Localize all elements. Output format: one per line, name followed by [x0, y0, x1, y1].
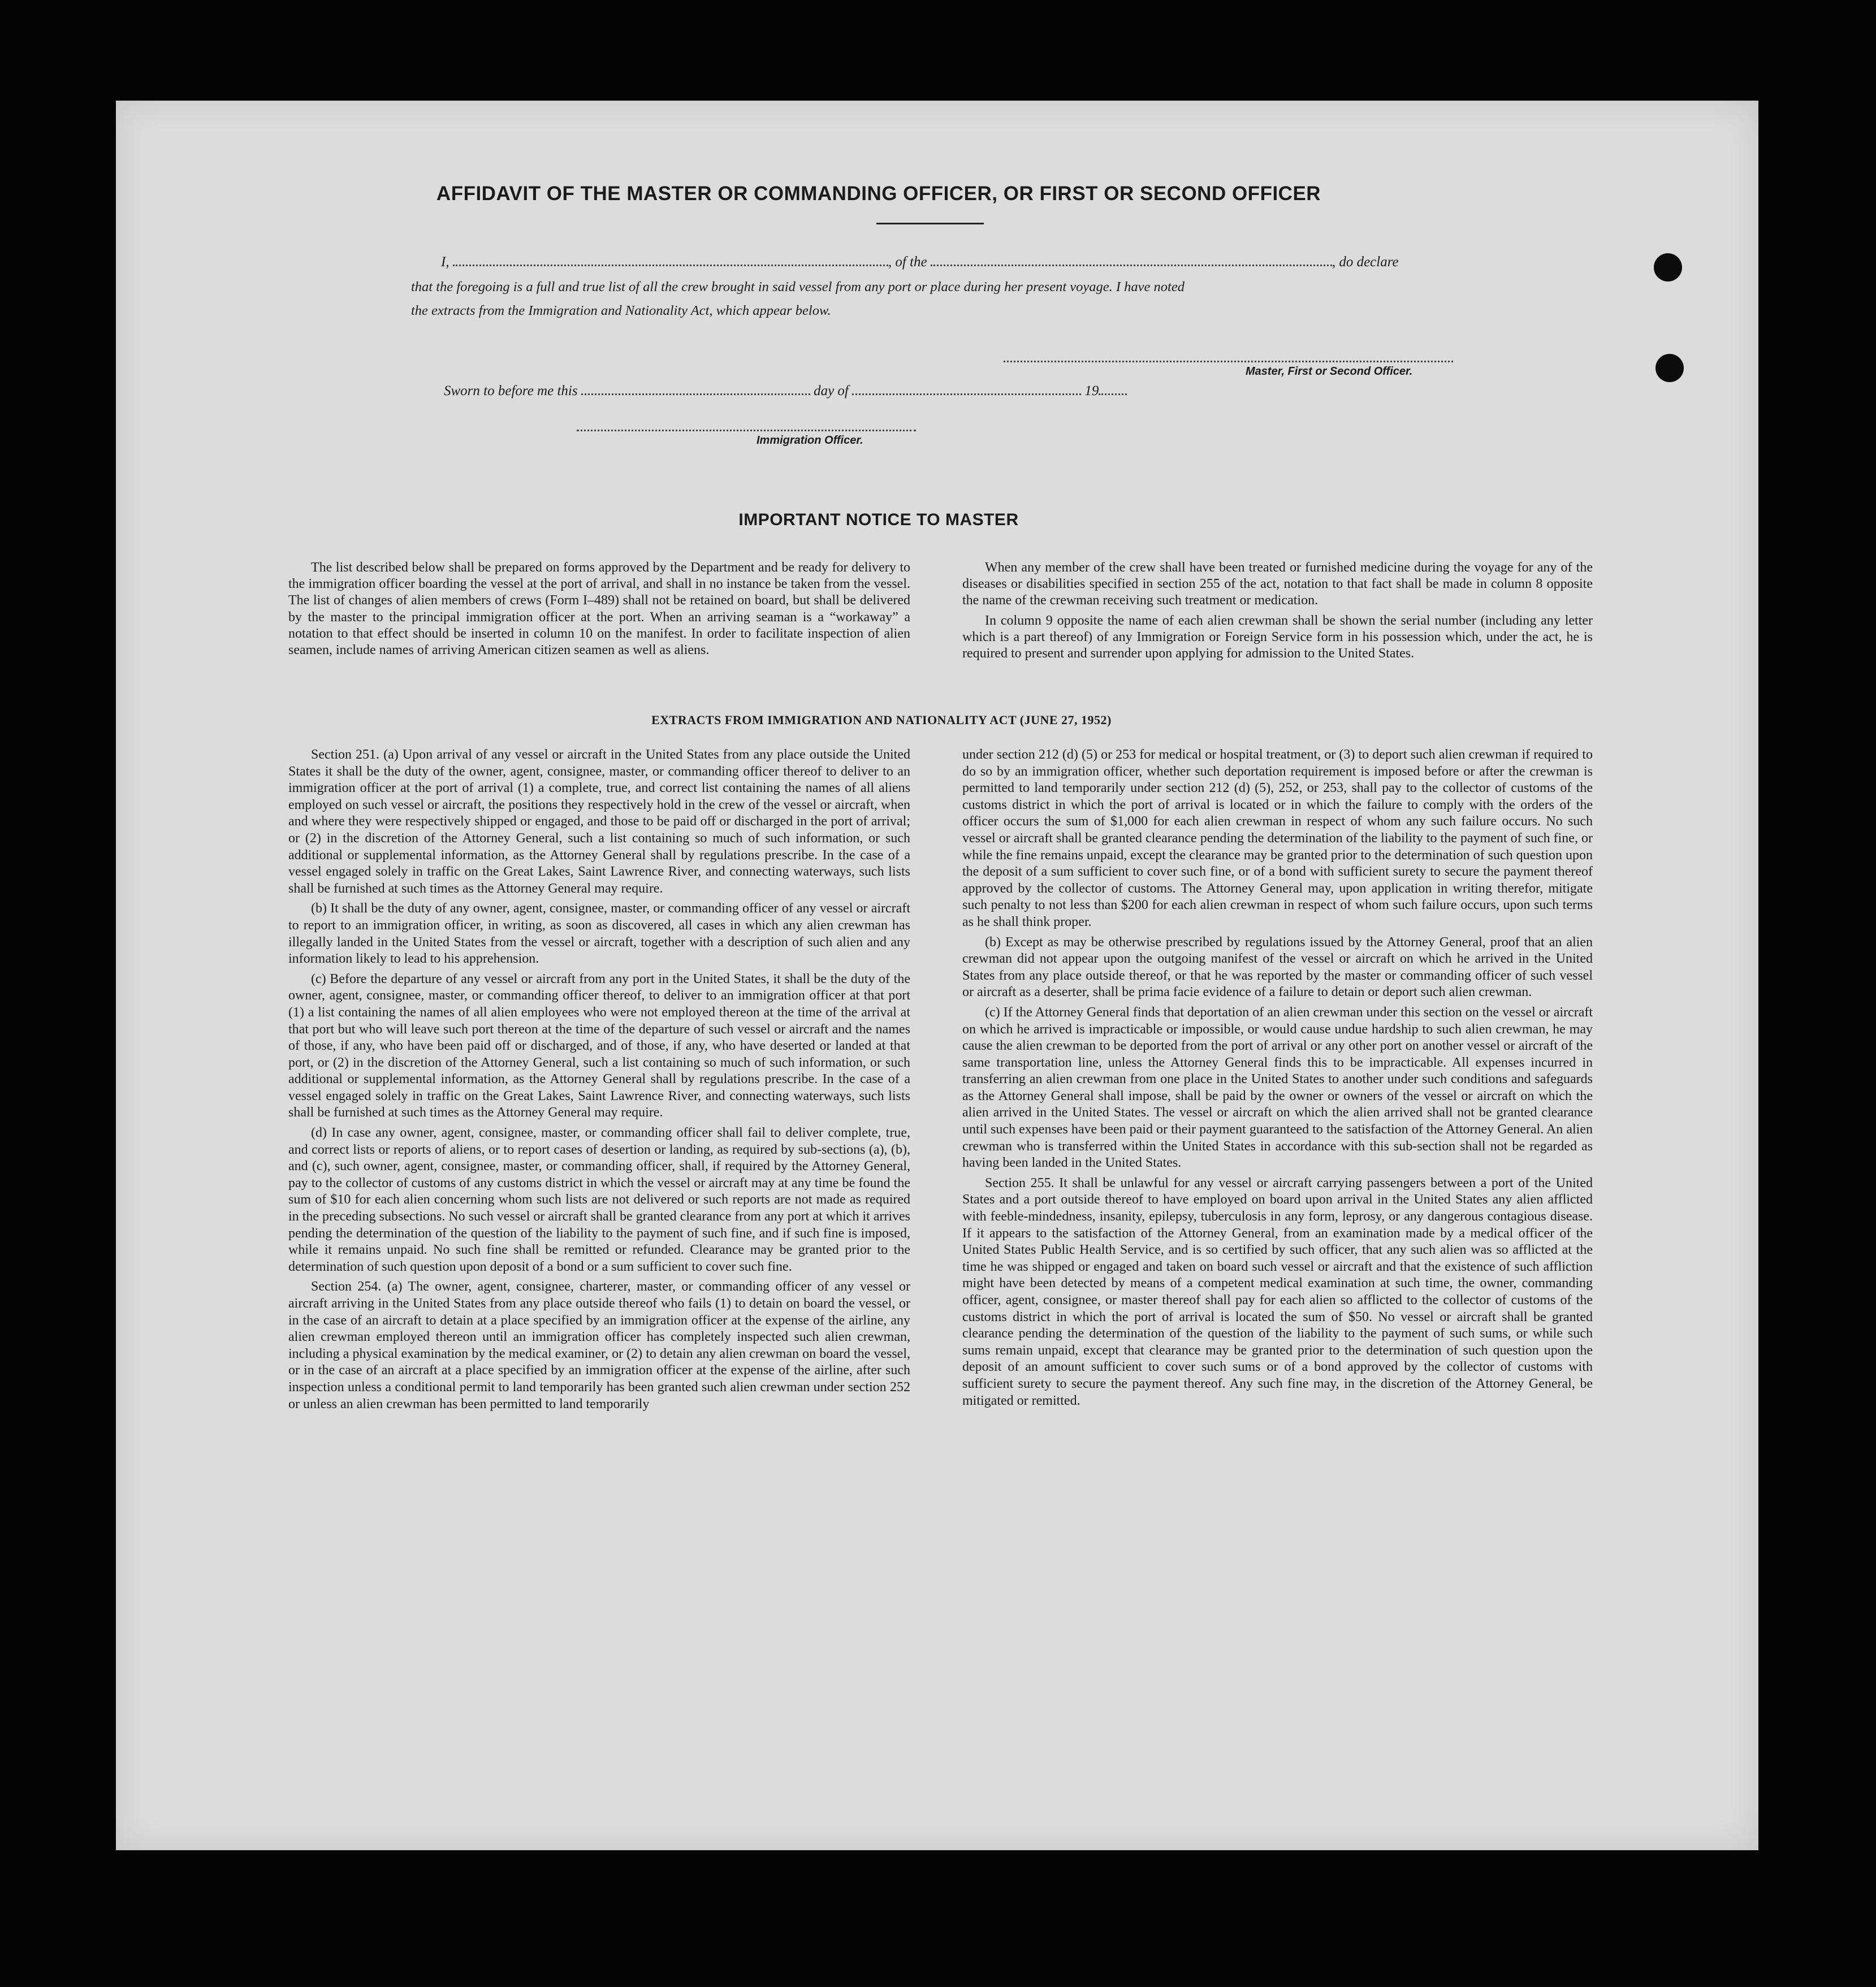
- extract-right-paragraph: (b) Except as may be otherwise prescribed by regulations issued by the Attorney General, proof that an alien crewman did not appear upon the outgoing manifest of the vessel or aircraft on which he arrived in the United States from any place outside thereof, or that he was reported by the master or commanding officer of such vessel or aircraft as a deserter, shall be prima facie evidence of a failure to detain or deport such alien crewman.: [962, 934, 1593, 1000]
- affidavit-line-2: that the foregoing is a full and true list of all the crew brought in said vessel from any port or place during her present voyage. I have noted: [411, 279, 1185, 295]
- year-blank[interactable]: [1099, 393, 1127, 395]
- sworn-label: Sworn to before me this: [444, 383, 578, 399]
- vessel-blank[interactable]: [931, 264, 1332, 266]
- of-the-label: , of the: [888, 254, 927, 270]
- affidavit-line-3: the extracts from the Immigration and Nationality Act, which appear below.: [411, 303, 831, 318]
- notice-title: IMPORTANT NOTICE TO MASTER: [738, 510, 1019, 529]
- immigration-officer-caption: Immigration Officer.: [757, 434, 863, 447]
- sworn-line: [444, 383, 1127, 399]
- master-signature-line[interactable]: [1004, 361, 1453, 362]
- extract-right-paragraph: (c) If the Attorney General finds that deportation of an alien crewman under this section on the vessel or aircraft on which he arrived is impracticable or impossible, or would cause undue hardship to such alien crewman, he may cause the alien crewman to be deported from the port of arrival or any other port on another vessel or aircraft of the same transportation line, unless the Attorney General finds this to be impracticable. All expenses incurred in transferring an alien crewman from one place in the United States to another under such conditions and safeguards as the Attorney General shall impose, shall be paid by the owner or owners of the vessel or aircraft on which the alien arrived in the United States. The vessel or aircraft on which the alien arrived shall not be granted clearance until such expenses have been paid or their payment guaranteed to the satisfaction of the Attorney General. An alien crewman who is transferred within the United States in accordance with this sub-section shall not be regarded as having been landed in the United States.: [962, 1005, 1593, 1171]
- extract-right-paragraph: under section 212 (d) (5) or 253 for medical or hospital treatment, or (3) to deport such alien crewman if required to do so by an immigration officer, whether such deportation requirement is imposed before or after the crewman is permitted to land temporarily under section 212 (d) (5), 252, or 253, shall pay to the collector of customs of the customs district in which the port of arrival is located or in which the failure to comply with the orders of the officer occurs the sum of $1,000 for each alien crewman in respect of whom any such failure occurs. No such vessel or aircraft shall be granted clearance pending the determination of the liability to the payment of such fine, or while the fine remains unpaid, except the clearance may be granted prior to the determination of such question upon the deposit of a sum sufficient to cover such fine, or of a bond with sufficient surety to secure the payment thereof approved by the collector of customs. The Attorney General may, upon application in writing therefor, mitigate such penalty to not less than $200 for each alien crewman in respect of whom such failure occurs, upon such terms as he shall think proper.: [962, 747, 1593, 929]
- extracts-title: EXTRACTS FROM IMMIGRATION AND NATIONALITY ACT (JUNE 27, 1952): [651, 713, 1112, 727]
- title-divider: [876, 223, 984, 224]
- affidavit-line-1: [441, 254, 1399, 270]
- extract-left-paragraph: (b) It shall be the duty of any owner, agent, consignee, master, or commanding officer of any vessel or aircraft to report to an immigration officer, in writing, as soon as discovered, all cases in which any alien crewman has illegally landed in the United States from the vessel or aircraft, together with a description of such alien and any information likely to lead to his apprehension.: [288, 901, 910, 967]
- extracts-left-column: [288, 747, 910, 1416]
- affidavit-title: AFFIDAVIT OF THE MASTER OR COMMANDING OFFICER, OR FIRST OR SECOND OFFICER: [436, 183, 1321, 205]
- sworn-day-blank[interactable]: [581, 393, 810, 395]
- extract-left-paragraph: (c) Before the departure of any vessel or aircraft from any port in the United States, it shall be the duty of the owner, agent, consignee, master, or commanding officer thereof, to deliver to an immigration officer at that port (1) a list containing the names of all alien employees who were not employed thereon at the time of the arrival at that port but who will leave such port thereon at the time of the departure of such vessel or aircraft and the names of those, if any, who have been paid off or discharged, and of those, if any, who have deserted or landed at that port, or (2) in the discretion of the Attorney General, such a list containing so much of such information, or such additional or supplemental information, as the Attorney General shall by regulations prescribe. In the case of a vessel engaged solely in traffic on the Great Lakes, Saint Lawrence River, and connecting waterways, such lists shall be furnished at such times as the Attorney General may require.: [288, 971, 910, 1120]
- punch-hole: [1655, 354, 1684, 382]
- notice-left-column: [288, 560, 910, 662]
- day-of-label: day of: [814, 383, 849, 399]
- year-label: 19: [1084, 383, 1099, 399]
- punch-hole: [1654, 253, 1682, 282]
- document-page: [116, 101, 1758, 1850]
- name-blank[interactable]: [453, 264, 888, 266]
- extract-right-paragraph: Section 255. It shall be unlawful for any vessel or aircraft carrying passengers between a port of the United States and a port outside thereof to have employed on board upon arrival in the United States any alien afflicted with feeble-mindedness, insanity, epilepsy, tuberculosis in any form, leprosy, or any dangerous contagious disease. If it appears to the satisfaction of the Attorney General, from an examination made by a medical officer of the United States Public Health Service, and is so certified by such officer, that any such alien was so afflicted at the time he was shipped or engaged and taken on board such vessel or aircraft and that the existence of such affliction might have been detected by means of a competent medical examination at such time, the owner, commanding officer, agent, consignee, or master thereof shall pay for each alien so afflicted to the collector of customs of the customs district in which the port of arrival is located the sum of $50. No vessel or aircraft shall be granted clearance pending the determination of the question of the liability to the payment of such sums, or while such sums remain unpaid, except that clearance may be granted prior to the determination of such question upon the deposit of an amount sufficient to cover such sums or of a bond approved by the collector of customs with sufficient surety to secure the payment thereof. Any such fine may, in the discretion of the Attorney General, be mitigated or remitted.: [962, 1175, 1593, 1408]
- extract-left-paragraph: Section 254. (a) The owner, agent, consignee, charterer, master, or commanding officer of any vessel or aircraft arriving in the United States from any place outside thereof who fails (1) to detain on board the vessel, or in the case of an aircraft to detain at a place specified by an immigration officer at the expense of the airline, any alien crewman employed thereon until an immigration officer has completely inspected such alien crewman, including a physical examination by the medical examiner, or (2) to detain any alien crewman on board the vessel, or in the case of an aircraft at a place specified by an immigration officer at the expense of the airline, after such inspection unless a conditional permit to land temporarily has been granted such alien crewman under section 252 or unless an alien crewman has been permitted to land temporarily: [288, 1279, 910, 1412]
- sworn-month-blank[interactable]: [852, 393, 1081, 395]
- notice-right-paragraph-1: When any member of the crew shall have been treated or furnished medicine during the voyage for any of the diseases or disabilities specified in section 255 of the act, notation to that fact shall be made in column 8 opposite the name of the crewman receiving such treatment or medication.: [962, 560, 1593, 608]
- extract-left-paragraph: (d) In case any owner, agent, consignee, master, or commanding officer shall fail to deliver complete, true, and correct lists or reports of aliens, or to report cases of desertion or landing, as required by sub-sections (a), (b), and (c), such owner, agent, consignee, master, or commanding officer, shall, if required by the Attorney General, pay to the collector of customs of any customs district in which the vessel or aircraft may at any time be found the sum of $10 for each alien concerning whom such lists are not delivered or such reports are not made as required in the preceding subsections. No such vessel or aircraft shall be granted clearance from any port at which it arrives pending the determination of the question of the liability to the payment of such fine, and if such fine is imposed, while it remains unpaid. No such fine shall be remitted or refunded. Clearance may be granted prior to the determination of such question upon deposit of a bond or a sum sufficient to cover such fine.: [288, 1125, 910, 1274]
- do-declare-label: , do declare: [1332, 254, 1399, 270]
- affidavit-i-label: I,: [441, 254, 449, 270]
- notice-left-paragraph: The list described below shall be prepared on forms approved by the Department and be ready for delivery to the immigration officer boarding the vessel at the port of arrival, and shall in no instance be taken from the vessel. The list of changes of alien members of crews (Form I–489) shall not be retained on board, but shall be delivered by the master to the principal immigration officer at the port. When an arriving seaman is a “workaway” a notation to that effect should be inserted in column 10 on the manifest. In order to facilitate inspection of alien seamen, include names of arriving American citizen seamen as well as aliens.: [288, 560, 910, 658]
- notice-right-paragraph-2: In column 9 opposite the name of each alien crewman shall be shown the serial number (including any letter which is a part thereof) of any Immigration or Foreign Service form in his possession which, under the act, he is required to present and surrender upon applying for admission to the United States.: [962, 613, 1593, 661]
- extracts-right-column: [962, 747, 1593, 1413]
- immigration-officer-signature-line[interactable]: [577, 430, 916, 431]
- extract-left-paragraph: Section 251. (a) Upon arrival of any vessel or aircraft in the United States from any place outside the United States it shall be the duty of the owner, agent, consignee, master, or commanding officer thereof to deliver to an immigration officer at the port of arrival (1) a complete, true, and correct list containing the names of all aliens employed on such vessel or aircraft, the positions they respectively hold in the crew of the vessel or aircraft, when and where they were respectively shipped or engaged, and those to be paid off or discharged in the port of arrival; or (2) in the discretion of the Attorney General, such a list containing so much of such information, or such additional or supplemental information, as the Attorney General shall by regulations prescribe. In the case of a vessel engaged solely in traffic on the Great Lakes, Saint Lawrence River, and connecting waterways, such lists shall be furnished at such times as the Attorney General may require.: [288, 747, 910, 896]
- notice-right-column: [962, 560, 1593, 665]
- master-caption: Master, First or Second Officer.: [1246, 365, 1413, 378]
